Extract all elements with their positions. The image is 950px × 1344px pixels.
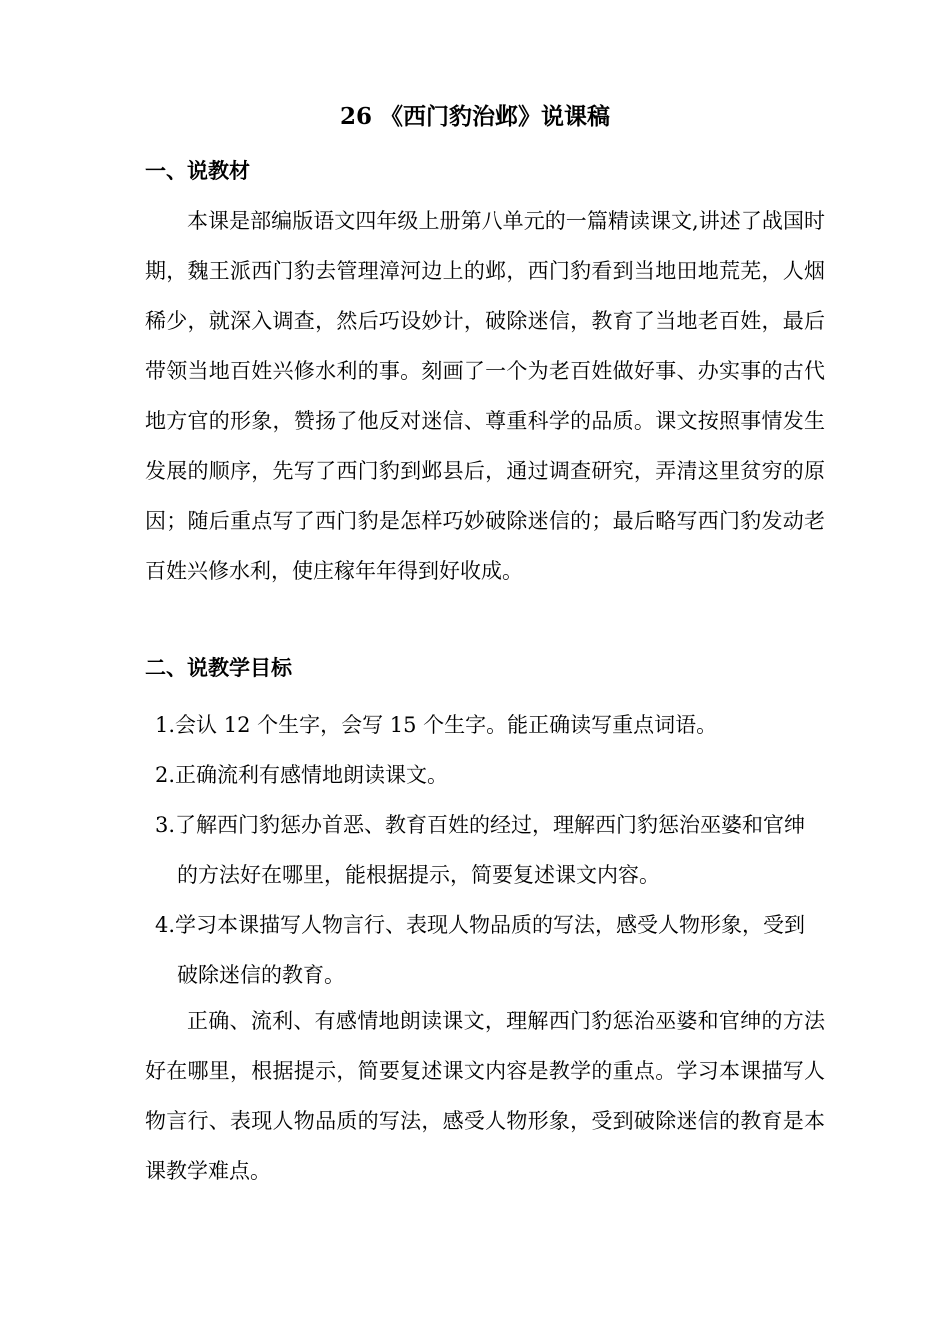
section-heading-textbook: 一、说教材 — [145, 158, 250, 183]
textbook-paragraph: 本课是部编版语文四年级上册第八单元的一篇精读课文,讲述了战国时期，魏王派西门豹去管理漳河边上的邺，西门豹看到当地田地荒芜，人烟稀少，就深入调查，然后巧设妙计，破除迷信，教育了当地老百姓，最后带领当地百姓兴修水利的事。刻画了一个为老百姓做好事、办实事的古代地方官的形象，赞扬了他反对迷信、尊重科学的品质。课文按照事情发生发展的顺序，先写了西门豹到邺县后，通过调查研究，弄清这里贫穷的原因；随后重点写了西门豹是怎样巧妙破除迷信的；最后略写西门豹发动老百姓兴修水利，使庄稼年年得到好收成。 — [145, 209, 825, 583]
goal-item: 2.正确流利有感情地朗读课文。 — [155, 763, 449, 787]
goals-list — [145, 700, 825, 1000]
goal-item: 4.学习本课描写人物言行、表现人物品质的写法，感受人物形象，受到破除迷信的教育。 — [155, 913, 806, 987]
document-title: 26 《西门豹治邺》说课稿 — [339, 103, 610, 130]
focus-difficulty-paragraph: 正确、流利、有感情地朗读课文，理解西门豹惩治巫婆和官绅的方法好在哪里，根据提示，简要复述课文内容是教学的重点。学习本课描写人物言行、表现人物品质的写法，感受人物形象，受到破除迷信的教育是本课教学难点。 — [145, 1009, 825, 1183]
section-heading-goals: 二、说教学目标 — [145, 655, 292, 680]
goal-item: 3.了解西门豹惩办首恶、教育百姓的经过，理解西门豹惩治巫婆和官绅的方法好在哪里，能根据提示，简要复述课文内容。 — [155, 813, 806, 887]
goal-item: 1.会认 12 个生字，会写 15 个生字。能正确读写重点词语。 — [155, 713, 718, 737]
